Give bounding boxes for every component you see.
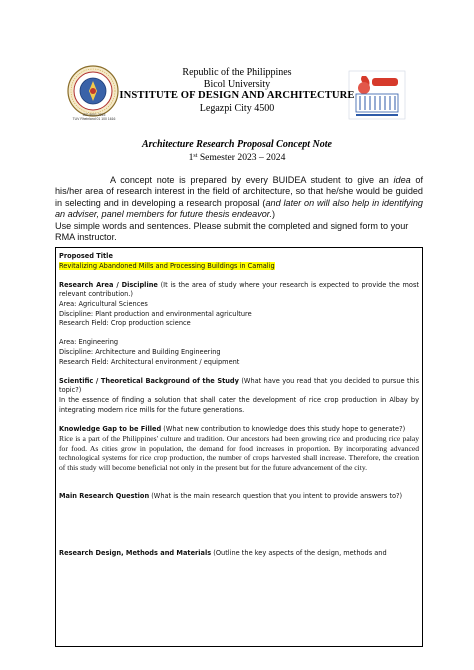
form-content [56,248,422,559]
area-1[interactable]: Area: Agricultural Sciences [59,299,148,308]
knowledge-gap-value[interactable]: Rice is a part of the Philippines' culture and tradition. Our ancestors had been growing rice and producing rice palay for food. As cities grow in population, the demand for food increases in proportion. By incorporating advanced technological systems for rice crop production, the number of crops harvested shall increase. Therefore, the creation of this study will become beneficial not only in the present but for the future advancement of the city. [59,434,419,473]
proposed-title-value: Revitalizing Abandoned Mills and Processing Buildings in Camalig [59,261,275,270]
intro-text-c: ) [272,209,276,220]
instruction-paragraph: Use simple words and sentences. Please submit the completed and signed form to your RMA instructor. [55,221,409,243]
intro-text-a: A concept note is prepared by every BUIDEA student to give an [110,175,394,185]
knowledge-gap-label: Knowledge Gap to be Filled [59,424,162,433]
semester-ordinal: st [193,153,198,159]
intro-text-idea: idea [393,175,411,185]
research-design-label: Research Design, Methods and Materials [59,549,212,558]
iso-caption-text: ISO 9001:2015 TUV Rheinland 01 100 1616 [72,113,116,122]
research-field-1[interactable]: Research Field: Crop production science [59,319,191,328]
background-label: Scientific / Theoretical Background of the Study [59,376,239,385]
area-2[interactable]: Area: Engineering [59,338,119,347]
iso-certification-caption [58,113,130,121]
background-hint: (What have you read that you decided to pursue this topic?) [59,376,420,395]
header-republic: Republic of the Philippines [182,67,292,78]
knowledge-gap-hint: (What new contribution to knowledge does this study hope to generate?) [161,424,406,433]
intro-text-italic: and later on will also help in identifying an adviser, panel members for future thesis endeavor. [55,197,423,220]
intro-paragraph [55,175,423,221]
header-university: Bicol University [203,79,271,90]
research-area-hint: (It is the area of study where your research is expected to provide the most relevant contribution.) [59,280,419,299]
background-section [59,377,419,396]
concept-note-form [55,247,423,647]
main-question-section [59,492,419,502]
research-design-section [59,549,419,559]
header-city: Legazpi City 4500 [199,103,275,114]
research-area-label: Research Area / Discipline [59,280,158,289]
main-question-hint: (What is the main research question that you intent to provide answers to?) [149,491,403,500]
main-question-answer-area[interactable] [59,501,419,549]
proposed-title-label: Proposed Title [59,252,113,260]
main-question-label: Main Research Question [59,491,150,500]
discipline-2[interactable]: Discipline: Architecture and Building Engineering [59,347,221,356]
knowledge-gap-section [59,425,419,435]
research-area-section [59,281,419,300]
background-value[interactable]: In the essence of finding a solution that shall cater the development of rice crop production in Albay by integrating modern rice mills for the future generations. [59,395,419,414]
semester-text: Semester 2023 – 2024 [197,152,286,163]
proposed-title-field[interactable] [59,262,419,272]
document-title: Architecture Research Proposal Concept Note [142,139,332,150]
semester-number: 1 [188,152,194,163]
research-design-hint: (Outline the key aspects of the design, methods and [211,549,387,558]
intro-text-b: of his/her area of research interest in the field of architecture, so that he/she would be guided in selecting and in developing a research proposal ( [55,175,423,208]
discipline-1[interactable]: Discipline: Plant production and environmental agriculture [59,309,252,318]
header-institute: INSTITUTE OF DESIGN AND ARCHITECTURE [119,90,355,101]
semester-line [0,152,474,163]
research-field-2[interactable]: Research Field: Architectural environment / equipment [59,357,240,366]
